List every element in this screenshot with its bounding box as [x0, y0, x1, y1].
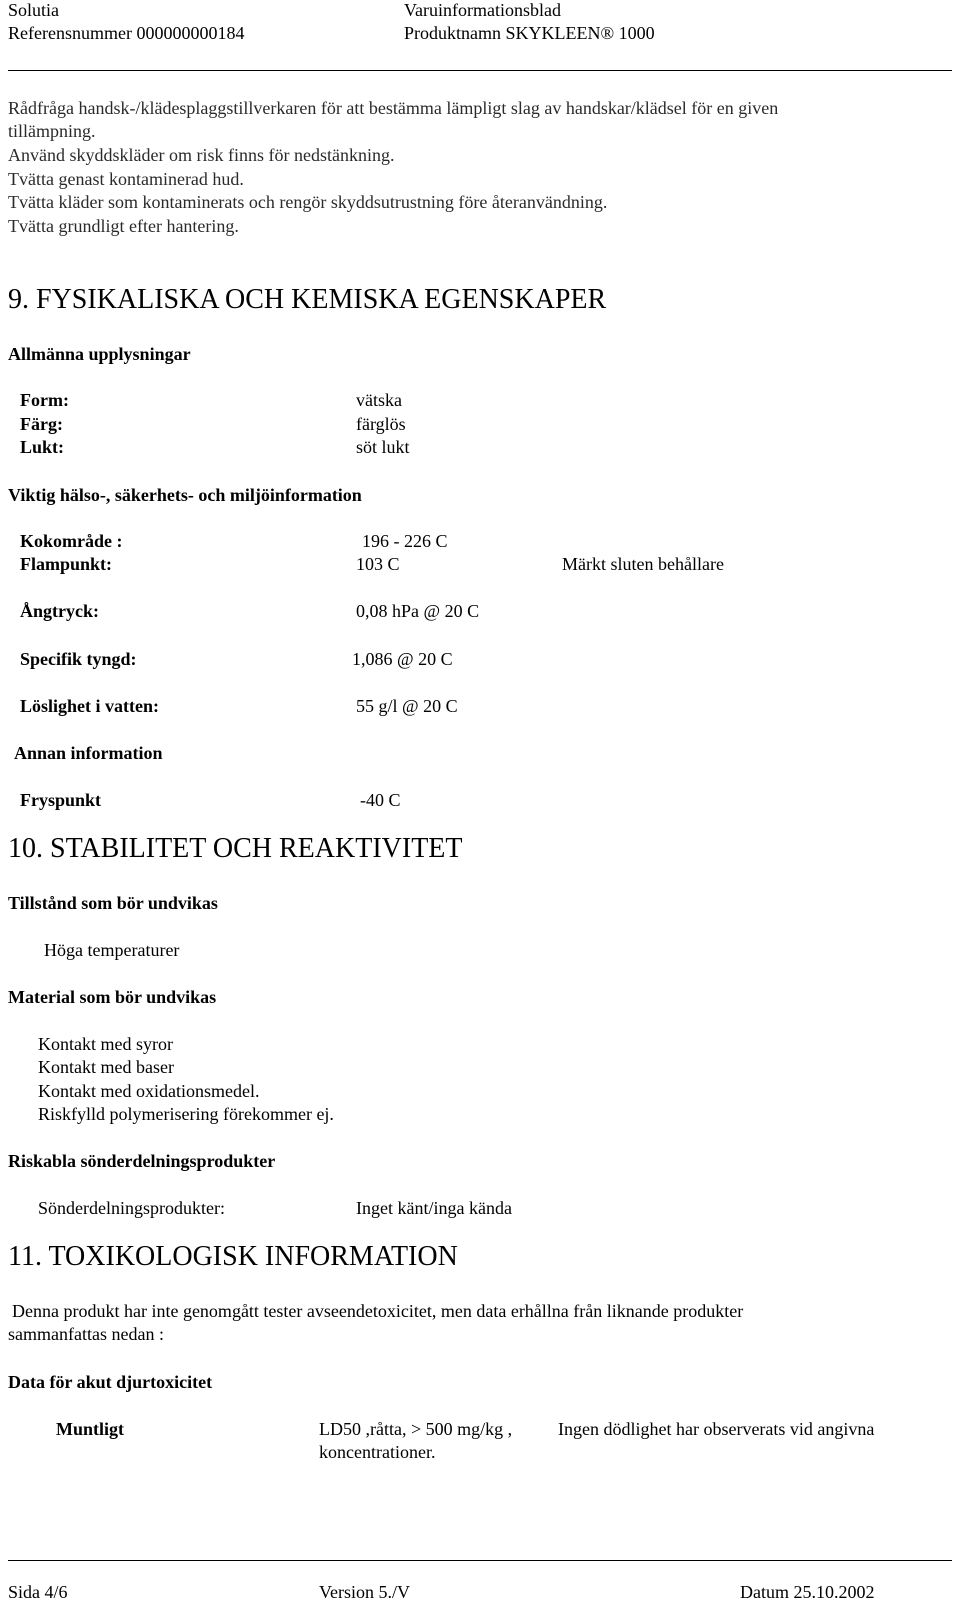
- material-item: Riskfylld polymerisering förekommer ej.: [38, 1104, 334, 1124]
- acute-toxicity-heading: Data för akut djurtoxicitet: [8, 1372, 213, 1392]
- important-info-heading: Viktig hälso-, säkerhets- och miljöinformation: [8, 485, 362, 505]
- toxicology-intro-line: Denna produkt har inte genomgått tester avseendetoxicitet, men data erhållna från liknande produkter: [12, 1301, 744, 1321]
- header-doc-type: Varuinformationsblad: [404, 0, 561, 20]
- materials-to-avoid-heading: Material som bör undvikas: [8, 987, 217, 1007]
- boiling-range-value: 196 - 226 C: [362, 531, 448, 551]
- footer-date: Datum 25.10.2002: [740, 1582, 875, 1602]
- flash-point-label: Flampunkt:: [20, 554, 113, 574]
- freezing-point-value: -40 C: [360, 790, 401, 810]
- intro-line: Tvätta kläder som kontaminerats och rengör skyddsutrustning före återanvändning.: [8, 192, 608, 212]
- intro-line: Använd skyddskläder om risk finns för nedstänkning.: [8, 145, 395, 165]
- intro-line: Tvätta genast kontaminerad hud.: [8, 169, 244, 189]
- conditions-to-avoid-value: Höga temperaturer: [44, 940, 180, 960]
- decomposition-heading: Riskabla sönderdelningsprodukter: [8, 1151, 276, 1171]
- boiling-range-label: Kokområde :: [20, 531, 123, 551]
- footer-page: Sida 4/6: [8, 1582, 68, 1602]
- general-info-heading: Allmänna upplysningar: [8, 344, 191, 364]
- specific-gravity-value: 1,086 @ 20 C: [352, 649, 453, 669]
- header-divider: [8, 70, 952, 71]
- freezing-point-label: Fryspunkt: [20, 790, 102, 810]
- oral-note: Ingen dödlighet har observerats vid angivna: [558, 1419, 875, 1439]
- odor-label: Lukt:: [20, 437, 65, 457]
- intro-line: Rådfråga handsk-/klädesplaggstillverkaren för att bestämma lämpligt slag av handskar/klädsel för en given: [8, 98, 779, 118]
- header-reference: Referensnummer 000000000184: [8, 23, 245, 43]
- form-label: Form:: [20, 390, 69, 410]
- toxicology-intro-line: sammanfattas nedan :: [8, 1324, 164, 1344]
- flash-point-value: 103 C: [356, 554, 400, 574]
- color-label: Färg:: [20, 414, 63, 434]
- footer-divider: [8, 1560, 952, 1561]
- specific-gravity-label: Specifik tyngd:: [20, 649, 137, 669]
- flash-point-note: Märkt sluten behållare: [562, 554, 724, 574]
- odor-value: söt lukt: [356, 437, 410, 457]
- water-solubility-value: 55 g/l @ 20 C: [356, 696, 458, 716]
- color-value: färglös: [356, 414, 406, 434]
- material-item: Kontakt med oxidationsmedel.: [38, 1081, 260, 1101]
- header-company: Solutia: [8, 0, 60, 20]
- oral-note-continued: koncentrationer.: [319, 1442, 436, 1462]
- material-item: Kontakt med baser: [38, 1057, 174, 1077]
- conditions-to-avoid-heading: Tillstånd som bör undvikas: [8, 893, 218, 913]
- other-info-heading: Annan information: [14, 743, 163, 763]
- vapor-pressure-label: Ångtryck:: [20, 601, 99, 621]
- material-item: Kontakt med syror: [38, 1034, 173, 1054]
- decomposition-value: Inget känt/inga kända: [356, 1198, 512, 1218]
- section-9-title: 9. FYSIKALISKA OCH KEMISKA EGENSKAPER: [8, 284, 607, 315]
- footer-version: Version 5./V: [319, 1582, 410, 1602]
- form-value: vätska: [356, 390, 402, 410]
- section-11-title: 11. TOXIKOLOGISK INFORMATION: [8, 1241, 458, 1272]
- header-product: Produktnamn SKYKLEEN® 1000: [404, 23, 655, 43]
- intro-line: tillämpning.: [8, 121, 96, 141]
- water-solubility-label: Löslighet i vatten:: [20, 696, 159, 716]
- oral-label: Muntligt: [56, 1419, 125, 1439]
- decomposition-label: Sönderdelningsprodukter:: [38, 1198, 225, 1218]
- vapor-pressure-value: 0,08 hPa @ 20 C: [356, 601, 480, 621]
- intro-line: Tvätta grundligt efter hantering.: [8, 216, 239, 236]
- section-10-title: 10. STABILITET OCH REAKTIVITET: [8, 833, 463, 864]
- oral-value: LD50 ,råtta, > 500 mg/kg ,: [319, 1419, 513, 1439]
